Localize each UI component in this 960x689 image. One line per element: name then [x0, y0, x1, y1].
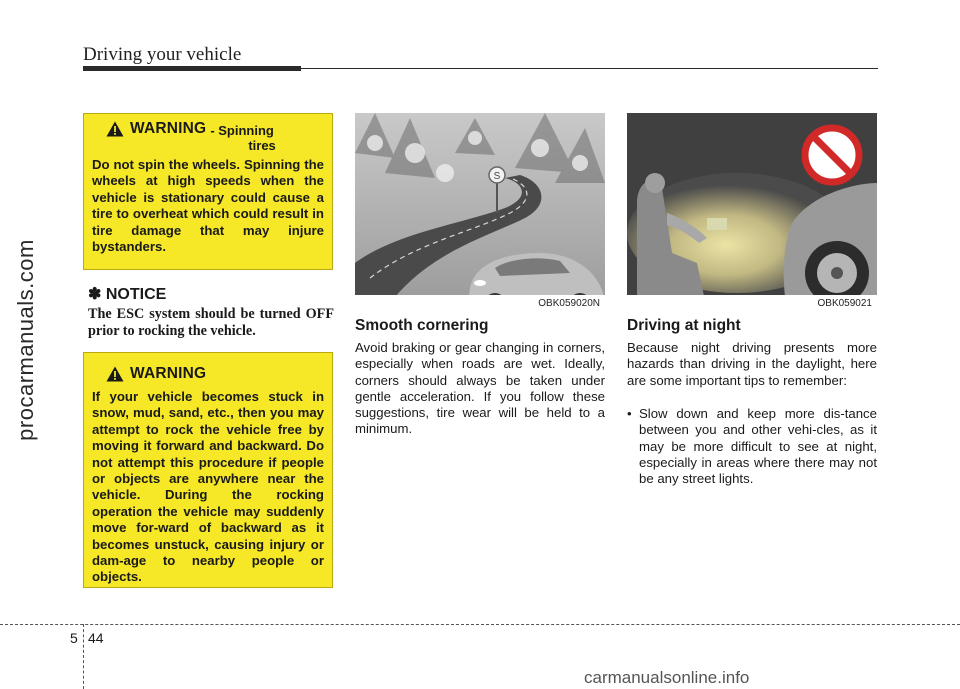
- warning-subtitle-line1: - Spinning: [210, 123, 274, 138]
- section-title-night: Driving at night: [627, 317, 741, 334]
- winding-road-illustration: [355, 113, 605, 310]
- night-bullet-item: [627, 406, 877, 487]
- notice-body: The ESC system should be turned OFF prior to rocking the vehicle.: [88, 306, 334, 339]
- footer-chapter-number: 5: [70, 630, 78, 646]
- warning-box-spinning-tires: [83, 113, 333, 270]
- side-watermark-text: procarmanuals.com: [13, 239, 38, 441]
- warning-title-row: [106, 120, 324, 153]
- night-bullet-text: Slow down and keep more dis-tance between you and other vehi-cles, as it may be more difficult to see at night, especially in areas where there may not be any street lights.: [639, 406, 877, 487]
- header-rule-thick: [83, 66, 301, 71]
- cornering-body: Avoid braking or gear changing in corners, especially when roads are wet. Ideally, corners should always be taken under gentle acceleration. If you follow these suggestions, tire wear will be held to a minimum.: [355, 340, 605, 437]
- photo-code-cornering: OBK059020N: [538, 298, 600, 309]
- footer-page-number: 44: [88, 630, 104, 646]
- warning-subtitle: [210, 123, 275, 153]
- night-driving-photo: [627, 113, 877, 310]
- bottom-watermark: carmanualsonline.info: [584, 668, 750, 687]
- photo-code-night: OBK059021: [817, 298, 872, 309]
- bullet-dot: •: [627, 406, 632, 421]
- cornering-photo: [355, 113, 605, 310]
- side-watermark: [6, 160, 46, 520]
- warning-title: WARNING: [130, 365, 207, 382]
- section-title-cornering: Smooth cornering: [355, 317, 489, 334]
- night-driving-illustration: [627, 113, 877, 310]
- warning-subtitle-line2: tires: [248, 138, 276, 153]
- warning-box-stuck-vehicle: [83, 352, 333, 588]
- warning-triangle-icon: [106, 121, 124, 137]
- footer-divider: [83, 624, 84, 689]
- header-rule-thin: [301, 68, 878, 69]
- warning-triangle-icon: [106, 366, 124, 382]
- warning-body: Do not spin the wheels. Spinning the wheels at high speeds when the vehicle is stationary could cause a tire to overheat which could result in tire damage that may injure bystanders.: [92, 157, 324, 255]
- notice-title: ✽ NOTICE: [88, 286, 167, 303]
- page-header-title: Driving your vehicle: [83, 44, 242, 65]
- svg-text:S: S: [493, 171, 501, 182]
- warning-title: WARNING: [130, 120, 207, 137]
- warning-body: If your vehicle becomes stuck in snow, mud, sand, etc., then you may attempt to rock the vehicle free by moving it forward and backward. Do not attempt this procedure if people or objects are anywhere near the vehicle. During the rocking operation the vehicle may suddenly move for-ward of backward as it becomes unstuck, causing injury or dam-age to nearby people or objects.: [92, 389, 324, 585]
- warning-title-row: [106, 365, 324, 383]
- footer-rule: [0, 624, 960, 625]
- night-body: Because night driving presents more hazards than driving in the daylight, here are some important tips to remember:: [627, 340, 877, 388]
